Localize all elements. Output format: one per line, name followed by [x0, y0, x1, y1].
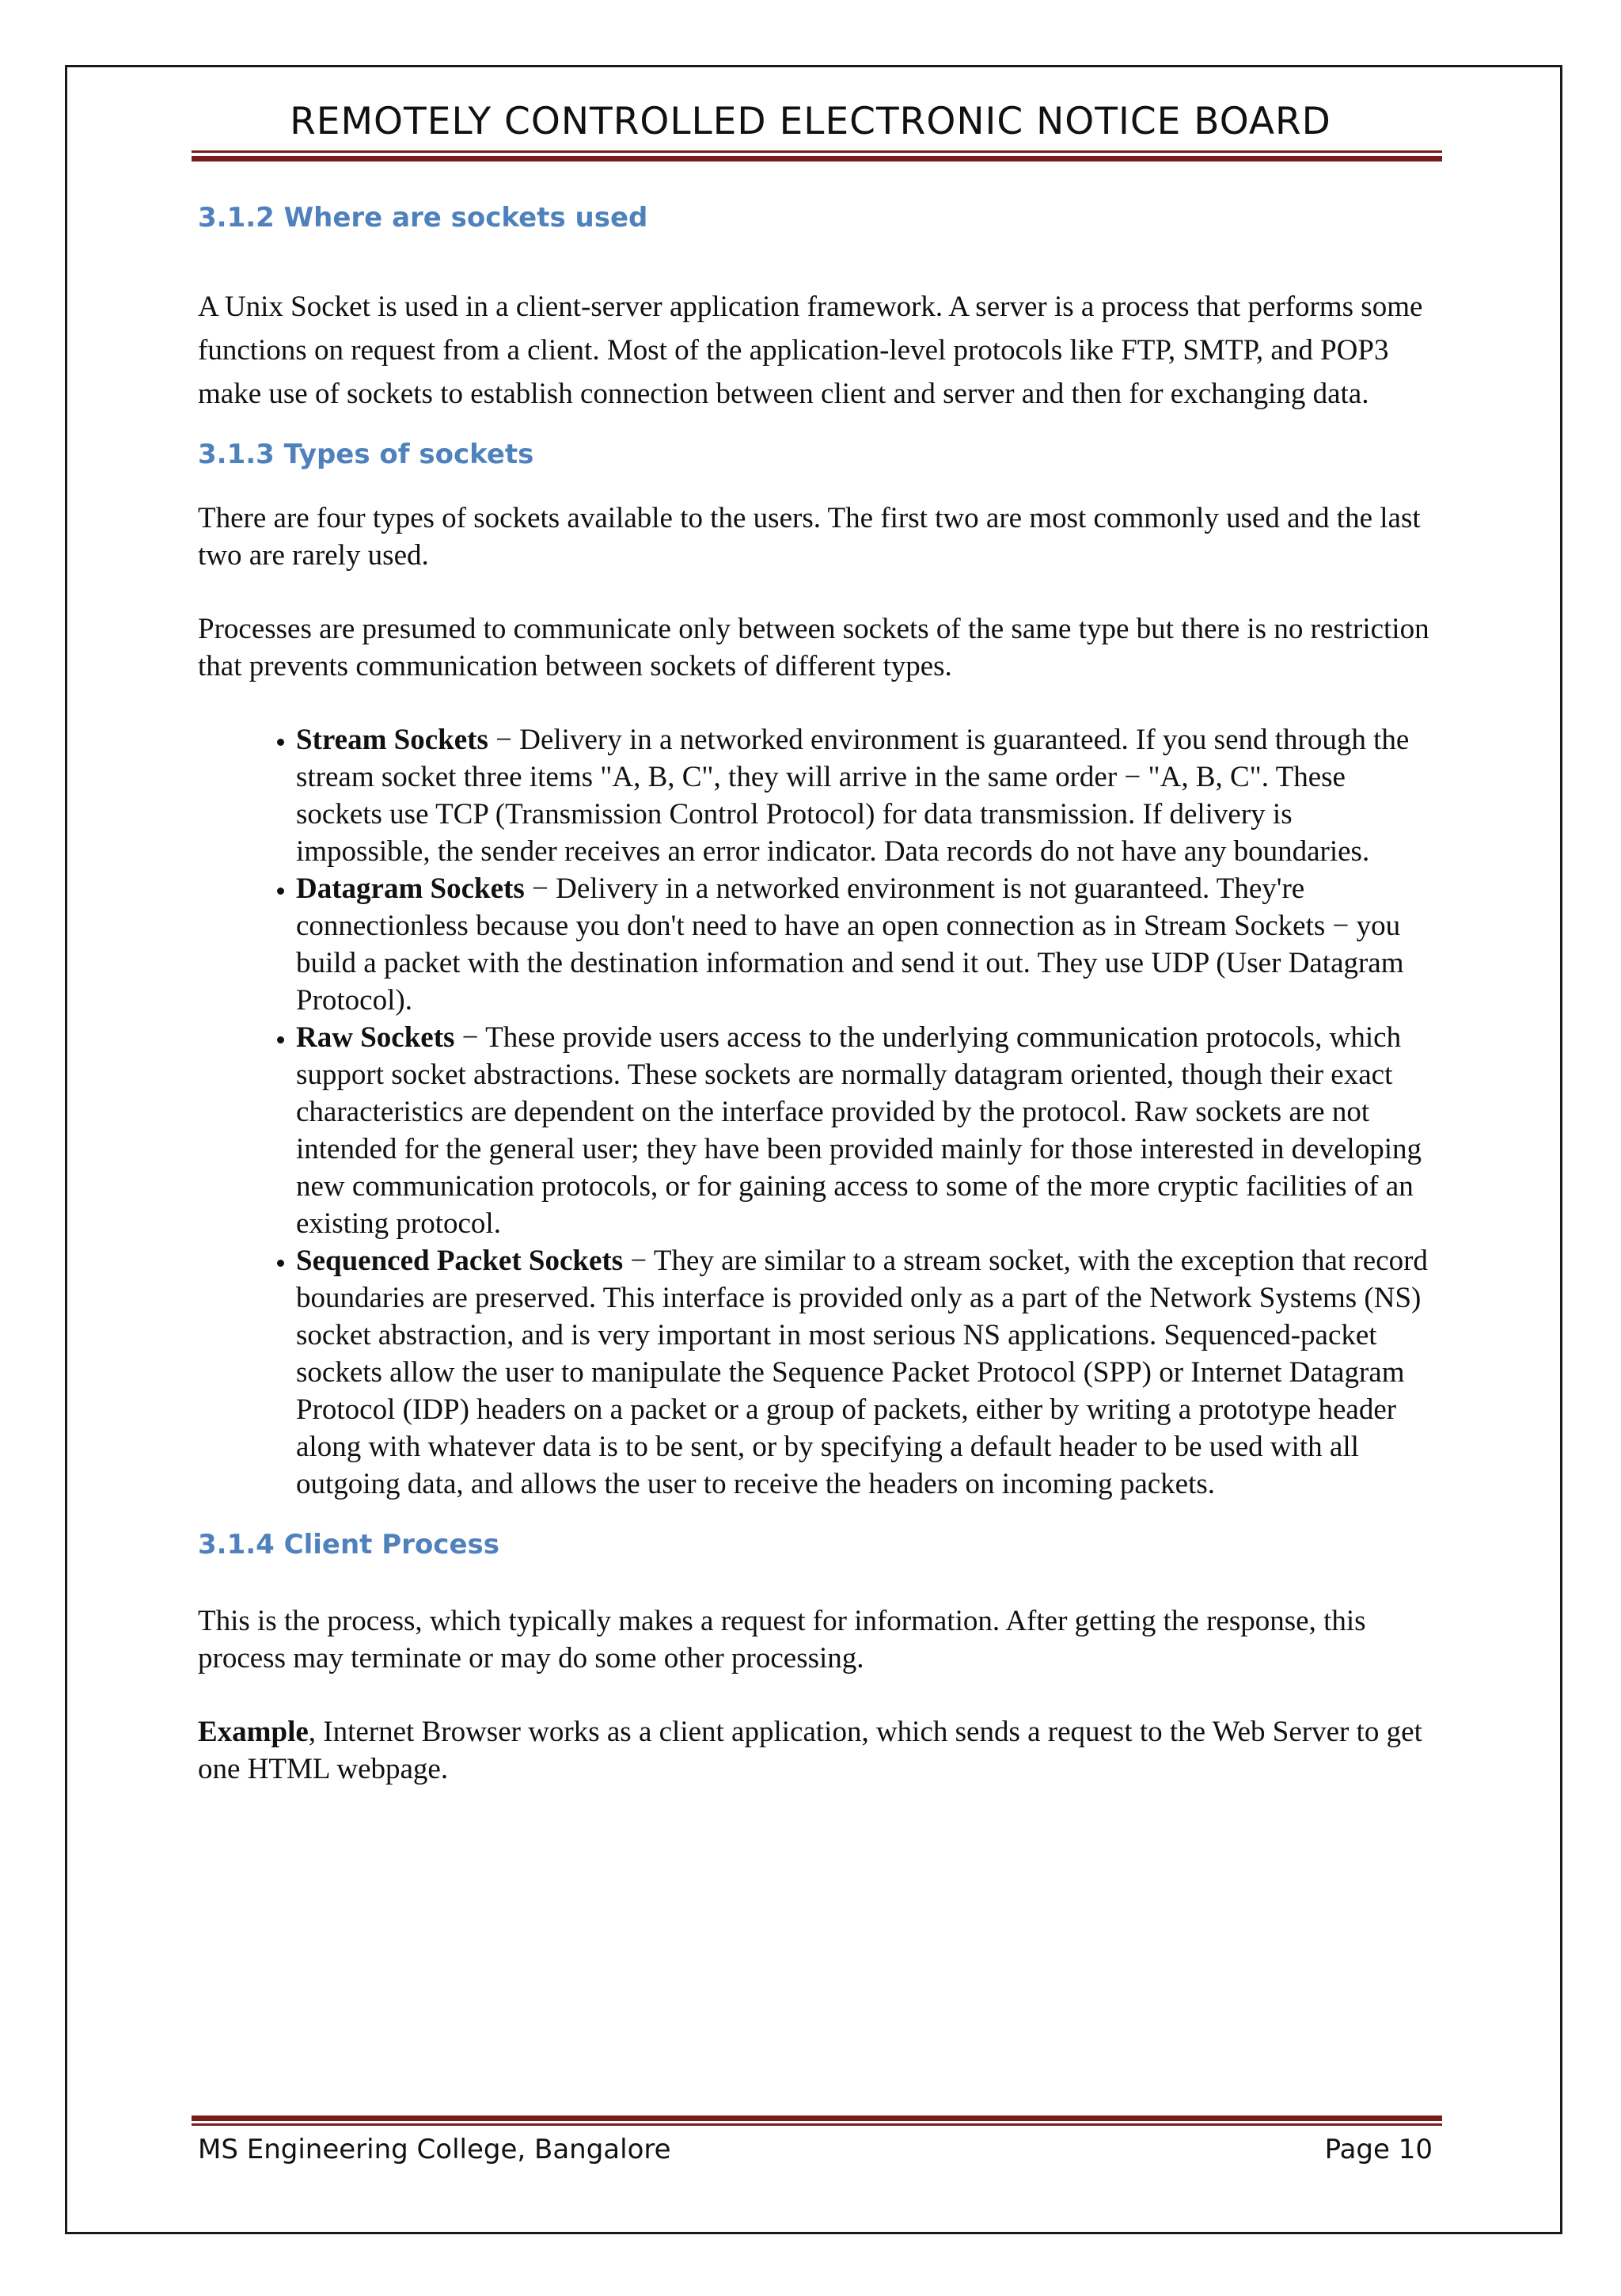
- list-item: [296, 1242, 1433, 1503]
- list-item-text: − Delivery in a networked environment is guaranteed. If you send through the stream socket three items "A, B, C", they will arrive in the same order − "A, B, C". These sockets use TCP (Transmission Control Protocol) for data transmission. If delivery is impossible, the sender receives an error indicator. Data records do not have any boundaries.: [296, 724, 1410, 868]
- list-item: [296, 1019, 1433, 1242]
- section-heading-3-1-4: 3.1.4 Client Process: [198, 1529, 499, 1560]
- paragraph-example: [198, 1713, 1433, 1788]
- list-item: [296, 870, 1433, 1019]
- socket-types-list: [198, 721, 1433, 1503]
- footer-college-name: MS Engineering College, Bangalore: [198, 2134, 671, 2165]
- section-heading-3-1-3: 3.1.3 Types of sockets: [198, 439, 534, 470]
- section-heading-3-1-2: 3.1.2 Where are sockets used: [198, 202, 648, 234]
- paragraph-sockets-usage: A Unix Socket is used in a client-server application framework. A server is a process that performs some functions on request from a client. Most of the application-level protocols like FTP, SMTP, and POP3 make use of sockets to establish connection between client and server and then for exchanging data.: [198, 291, 1423, 410]
- list-item-term: Datagram Sockets: [296, 872, 525, 905]
- list-item: [296, 721, 1433, 870]
- footer-rule-thick: [192, 2115, 1442, 2121]
- list-item-term: Raw Sockets: [296, 1021, 455, 1054]
- running-header-title: REMOTELY CONTROLLED ELECTRONIC NOTICE BOARD: [290, 100, 1331, 143]
- list-item-term: Sequenced Packet Sockets: [296, 1245, 624, 1277]
- footer-page-number: Page 10: [1324, 2134, 1433, 2165]
- example-text: , Internet Browser works as a client application, which sends a request to the Web Server to get one HTML webpage.: [198, 1716, 1422, 1785]
- paragraph-client-process: This is the process, which typically makes a request for information. After getting the response, this process may terminate or may do some other processing.: [198, 1605, 1366, 1674]
- list-item-term: Stream Sockets: [296, 724, 488, 756]
- list-item-text: − Delivery in a networked environment is not guaranteed. They're connectionless because you don't need to have an open connection as in Stream Sockets − you build a packet with the destination information and send it out. They use UDP (User Datagram Protocol).: [296, 872, 1404, 1017]
- paragraph-socket-communication: Processes are presumed to communicate only between sockets of the same type but there is no restriction that prevents communication between sockets of different types.: [198, 613, 1429, 682]
- example-term: Example: [198, 1716, 309, 1748]
- page-body: [198, 198, 1433, 1788]
- list-item-text: − These provide users access to the underlying communication protocols, which support socket abstractions. These sockets are normally datagram oriented, though their exact characteristics are dependent on the interface provided by the protocol. Raw sockets are not intended for the general user; they have been provided mainly for those interested in developing new communication protocols, or for gaining access to some of the more cryptic facilities of an existing protocol.: [296, 1021, 1422, 1240]
- header-rule-thin: [192, 150, 1442, 153]
- footer-rule-thin: [192, 2123, 1442, 2126]
- list-item-text: − They are similar to a stream socket, with the exception that record boundaries are preserved. This interface is provided only as a part of the Network Systems (NS) socket abstraction, and is very important in most serious NS applications. Sequenced-packet sockets allow the user to manipulate the Sequence Packet Protocol (SPP) or Internet Datagram Protocol (IDP) headers on a packet or a group of packets, either by writing a prototype header along with whatever data is to be sent, or by specifying a default header to be used with all outgoing data, and allows the user to receive the headers on incoming packets.: [296, 1245, 1428, 1500]
- header-rule-thick: [192, 156, 1442, 162]
- paragraph-socket-types-intro: There are four types of sockets available to the users. The first two are most commonly used and the last two are rarely used.: [198, 502, 1421, 572]
